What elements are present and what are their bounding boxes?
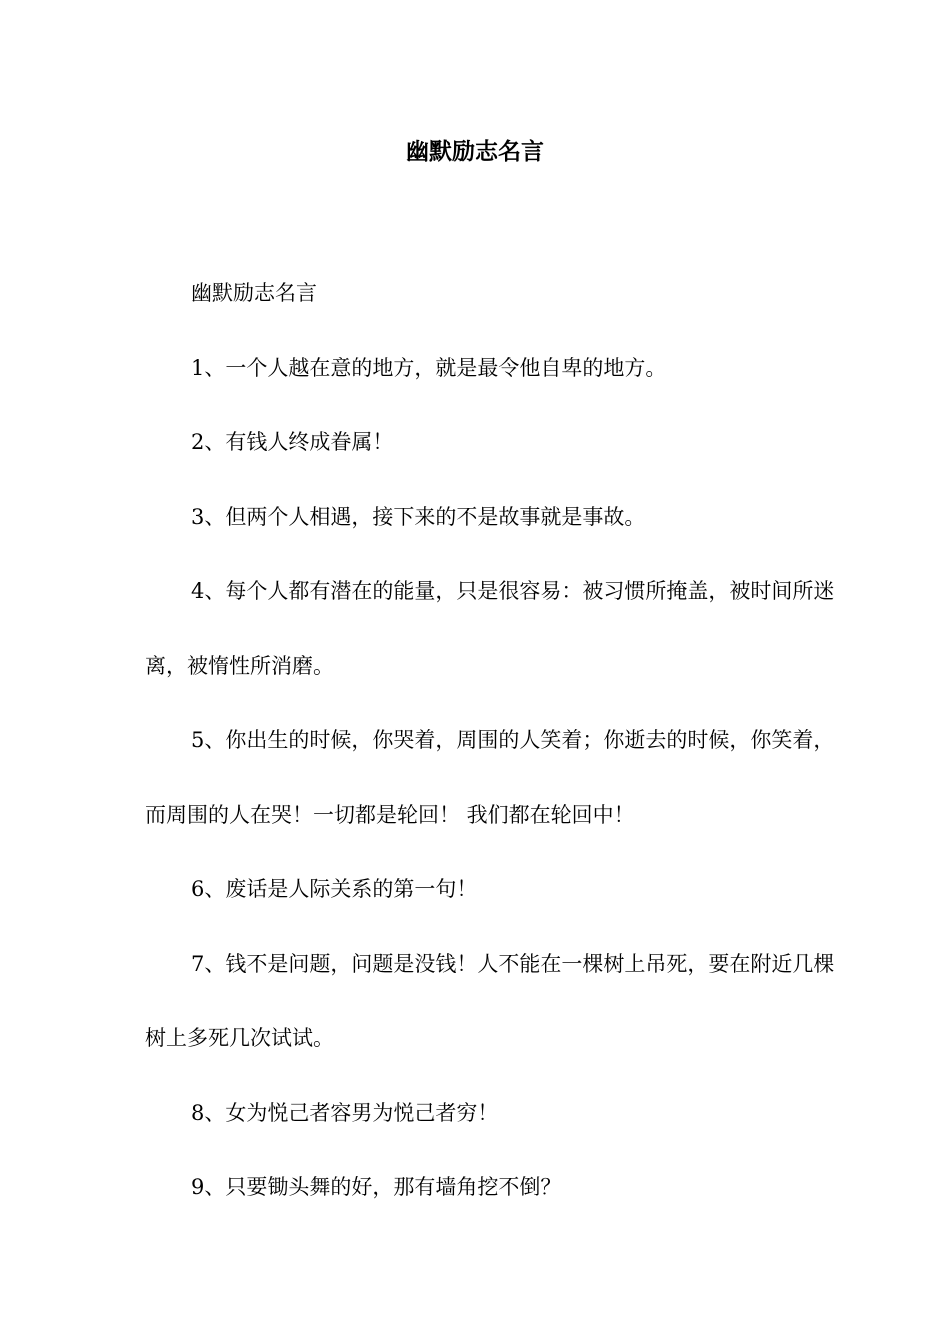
quote-paragraph-2: 2、有钱人终成眷属！	[191, 430, 394, 454]
paragraph-heading: 幽默励志名言	[191, 281, 317, 305]
document-title: 幽默励志名言	[406, 139, 544, 165]
quote-paragraph-3: 3、但两个人相遇，接下来的不是故事就是事故。	[191, 504, 646, 529]
quote-paragraph-6: 6、废话是人际关系的第一句！	[191, 877, 478, 901]
document-body	[145, 256, 835, 1225]
quote-paragraph-8: 8、女为悦己者容男为悦己者穷！	[191, 1100, 499, 1125]
quote-paragraph-1: 1、一个人越在意的地方，就是最令他自卑的地方。	[191, 355, 667, 380]
quote-paragraph-7: 7、钱不是问题，问题是没钱！人不能在一棵树上吊死，要在附近几棵树上多死几次试试。	[145, 951, 835, 1050]
quote-paragraph-4: 4、每个人都有潜在的能量，只是很容易：被习惯所掩盖，被时间所迷离，被惰性所消磨。	[145, 579, 835, 678]
quote-paragraph-5: 5、你出生的时候，你哭着，周围的人笑着；你逝去的时候，你笑着，而周围的人在哭！一切都是轮回！ 我们都在轮回中！	[145, 728, 835, 827]
quote-paragraph-9: 9、只要锄头舞的好，那有墙角挖不倒？	[191, 1175, 562, 1199]
